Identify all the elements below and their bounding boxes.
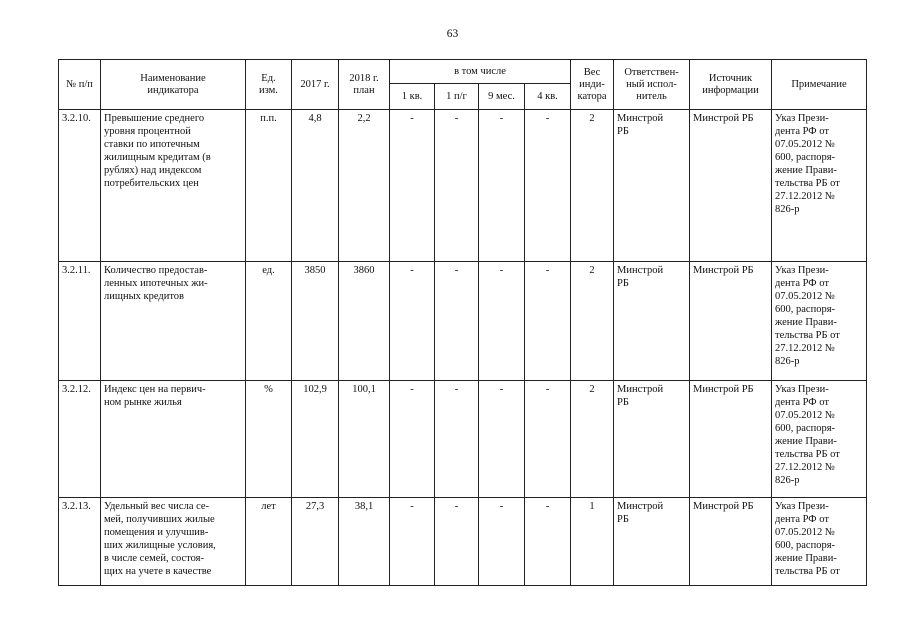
row-unit: лет — [246, 498, 292, 586]
row-weight: 2 — [571, 110, 614, 262]
header-name: Наименование индикатора — [101, 60, 246, 110]
row-unit: % — [246, 381, 292, 498]
header-9m: 9 мес. — [479, 84, 525, 110]
row-num: 3.2.10. — [59, 110, 101, 262]
row-q1: - — [390, 110, 435, 262]
row-weight: 2 — [571, 381, 614, 498]
row-2018: 2,2 — [339, 110, 390, 262]
row-unit: ед. — [246, 262, 292, 381]
header-source: Источник информации — [690, 60, 772, 110]
row-h1: - — [435, 498, 479, 586]
row-responsible: Минстрой РБ — [614, 381, 690, 498]
row-2017: 4,8 — [292, 110, 339, 262]
header-weight: Вес инди- катора — [571, 60, 614, 110]
header-q1: 1 кв. — [390, 84, 435, 110]
row-name: Индекс цен на первич- ном рынке жилья — [101, 381, 246, 498]
row-h1: - — [435, 381, 479, 498]
row-name: Превышение среднего уровня процентной ставки по ипотечным жилищным кредитам (в рублях) над индексом потребительских цен — [101, 110, 246, 262]
row-9m: - — [479, 498, 525, 586]
row-h1: - — [435, 110, 479, 262]
row-responsible: Минстрой РБ — [614, 498, 690, 586]
row-q1: - — [390, 381, 435, 498]
page-number: 63 — [446, 28, 459, 40]
table-row — [59, 110, 867, 262]
header-q4: 4 кв. — [525, 84, 571, 110]
header-num: № п/п — [59, 60, 101, 110]
row-responsible: Минстрой РБ — [614, 262, 690, 381]
row-source: Минстрой РБ — [690, 381, 772, 498]
header-unit: Ед. изм. — [246, 60, 292, 110]
table-row — [59, 262, 867, 381]
row-weight: 1 — [571, 498, 614, 586]
row-note: Указ Прези- дента РФ от 07.05.2012 № 600, распоря- жение Прави- тельства РБ от 27.12.2012 № 826-р — [772, 262, 867, 381]
header-including: в том числе — [390, 60, 571, 84]
row-2018: 100,1 — [339, 381, 390, 498]
table-row — [59, 381, 867, 498]
row-2018: 3860 — [339, 262, 390, 381]
row-num: 3.2.11. — [59, 262, 101, 381]
indicators-table — [58, 59, 867, 586]
header-h1: 1 п/г — [435, 84, 479, 110]
row-q4: - — [525, 262, 571, 381]
row-weight: 2 — [571, 262, 614, 381]
row-note: Указ Прези- дента РФ от 07.05.2012 № 600, распоря- жение Прави- тельства РБ от — [772, 498, 867, 586]
header-2017: 2017 г. — [292, 60, 339, 110]
row-2017: 27,3 — [292, 498, 339, 586]
row-9m: - — [479, 262, 525, 381]
table-row — [59, 498, 867, 586]
header-2018-plan: 2018 г. план — [339, 60, 390, 110]
row-q1: - — [390, 262, 435, 381]
row-2017: 102,9 — [292, 381, 339, 498]
row-h1: - — [435, 262, 479, 381]
row-source: Минстрой РБ — [690, 498, 772, 586]
row-q4: - — [525, 110, 571, 262]
row-num: 3.2.12. — [59, 381, 101, 498]
row-9m: - — [479, 381, 525, 498]
row-source: Минстрой РБ — [690, 262, 772, 381]
row-2017: 3850 — [292, 262, 339, 381]
row-unit: п.п. — [246, 110, 292, 262]
row-note: Указ Прези- дента РФ от 07.05.2012 № 600, распоря- жение Прави- тельства РБ от 27.12.2012 № 826-р — [772, 110, 867, 262]
row-num: 3.2.13. — [59, 498, 101, 586]
row-name: Количество предостав- ленных ипотечных жи- лищных кредитов — [101, 262, 246, 381]
row-q4: - — [525, 498, 571, 586]
row-2018: 38,1 — [339, 498, 390, 586]
row-9m: - — [479, 110, 525, 262]
row-responsible: Минстрой РБ — [614, 110, 690, 262]
header-responsible: Ответствен- ный испол- нитель — [614, 60, 690, 110]
row-name: Удельный вес числа се- мей, получивших жилые помещения и улучшив- ших жилищные условия, в числе семей, состоя- щих на учете в качестве — [101, 498, 246, 586]
row-source: Минстрой РБ — [690, 110, 772, 262]
row-q1: - — [390, 498, 435, 586]
row-q4: - — [525, 381, 571, 498]
header-note: Примечание — [772, 60, 867, 110]
row-note: Указ Прези- дента РФ от 07.05.2012 № 600, распоря- жение Прави- тельства РБ от 27.12.2012 № 826-р — [772, 381, 867, 498]
